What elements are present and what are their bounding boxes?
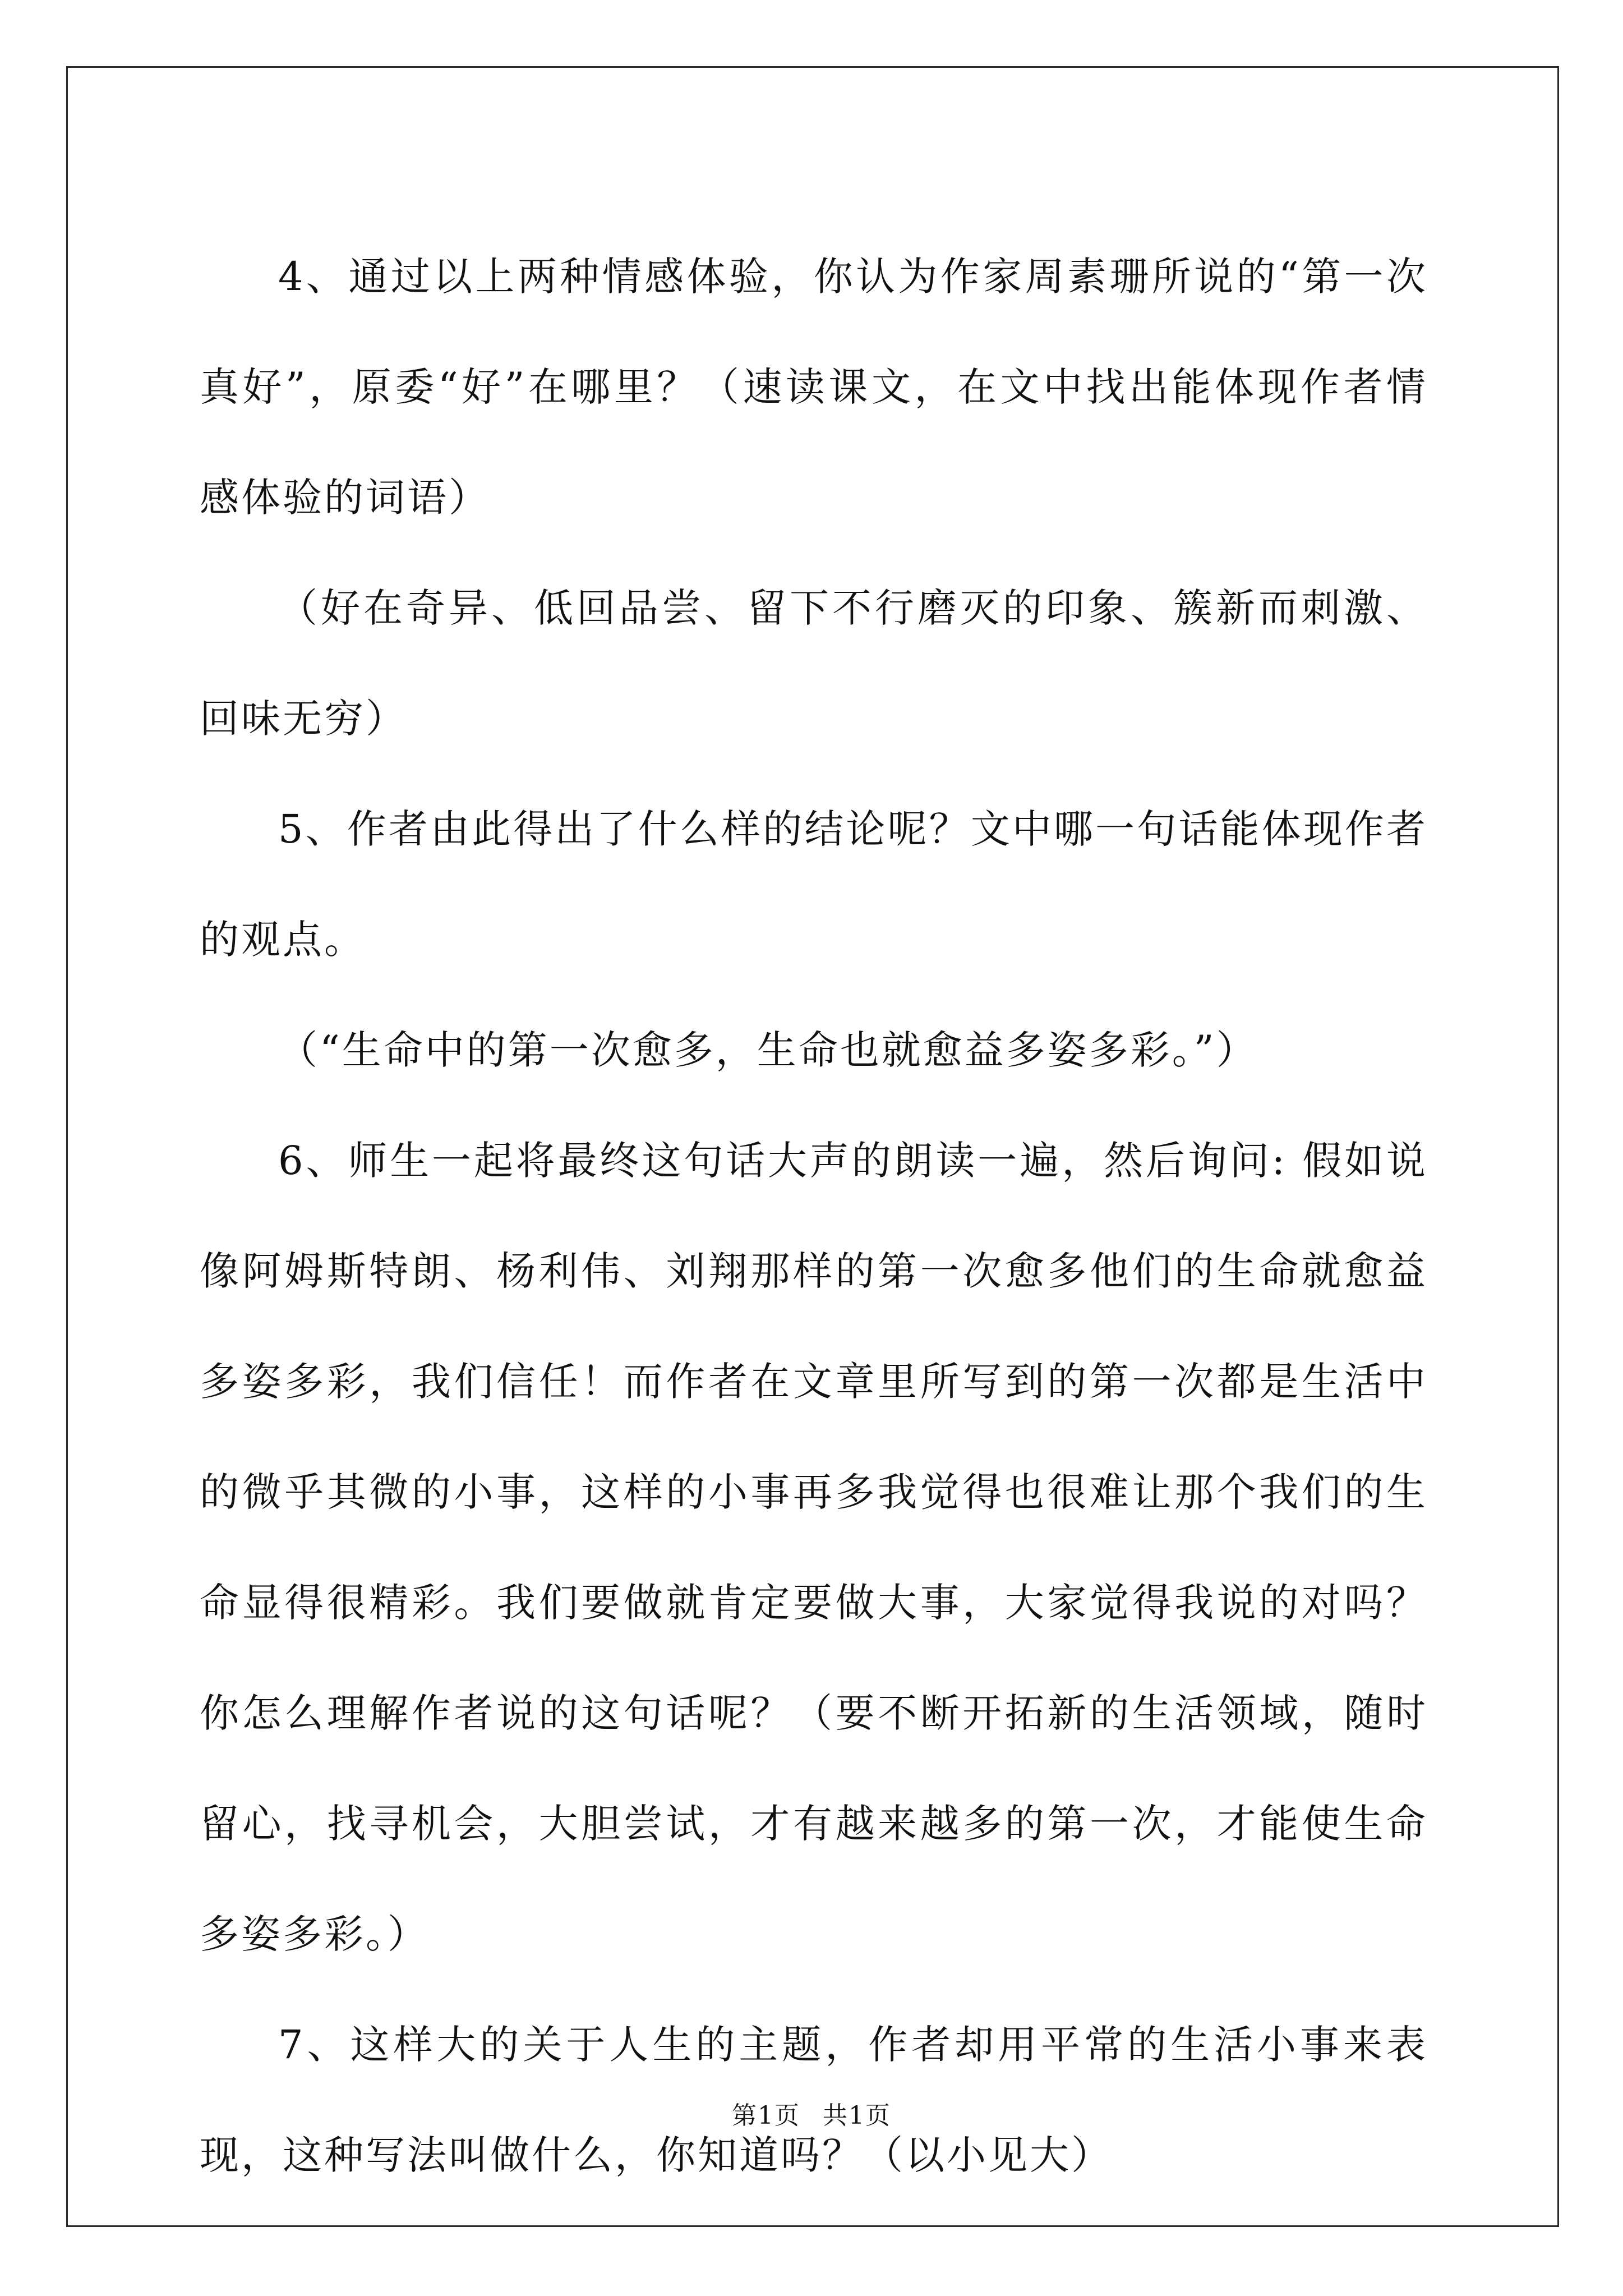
- page-footer: [0, 2099, 1623, 2133]
- paragraph-question-6: 6、师生一起将最终这句话大声的朗读一遍，然后询问: 假如说像阿姆斯特朗、杨利伟、刘翔那样的第一次愈多他们的生命就愈益多姿多彩，我们信任！而作者在文章里所写到的第一次都是生活中的微乎其微的小事，这样的小事再多我觉得也很难让那个我们的生命显得很精彩。我们要做就肯定要做大事，大家觉得我说的对吗？你怎么理解作者说的这句话呢？（要不断开拓新的生活领域，随时留心，找寻机会，大胆尝试，才有越来越多的第一次，才能使生命多姿多彩。）: [200, 1138, 1428, 1957]
- paragraph-question-5: 5、作者由此得出了什么样的结论呢？文中哪一句话能体现作者的观点。: [200, 806, 1428, 963]
- paragraph-answer-5: （“生命中的第一次愈多，生命也就愈益多姿多彩。”）: [278, 1027, 1258, 1073]
- paragraph-question-4: 4、通过以上两种情感体验，你认为作家周素珊所说的“第一次真好”，原委“好”在哪里？（速读课文，在文中找出能体现作者情感体验的词语）: [200, 254, 1428, 521]
- document-body: [200, 222, 1428, 2211]
- page-total: 共1页: [823, 2101, 891, 2130]
- paragraph-question-7: 7、这样大的关于人生的主题，作者却用平常的生活小事来表现，这种写法叫做什么，你知道吗？（以小见大）: [200, 2022, 1428, 2178]
- page-number: 第1页: [732, 2101, 800, 2130]
- paragraph-answer-4: （好在奇异、低回品尝、留下不行磨灭的印象、簇新而刺激、回味无穷）: [200, 585, 1428, 742]
